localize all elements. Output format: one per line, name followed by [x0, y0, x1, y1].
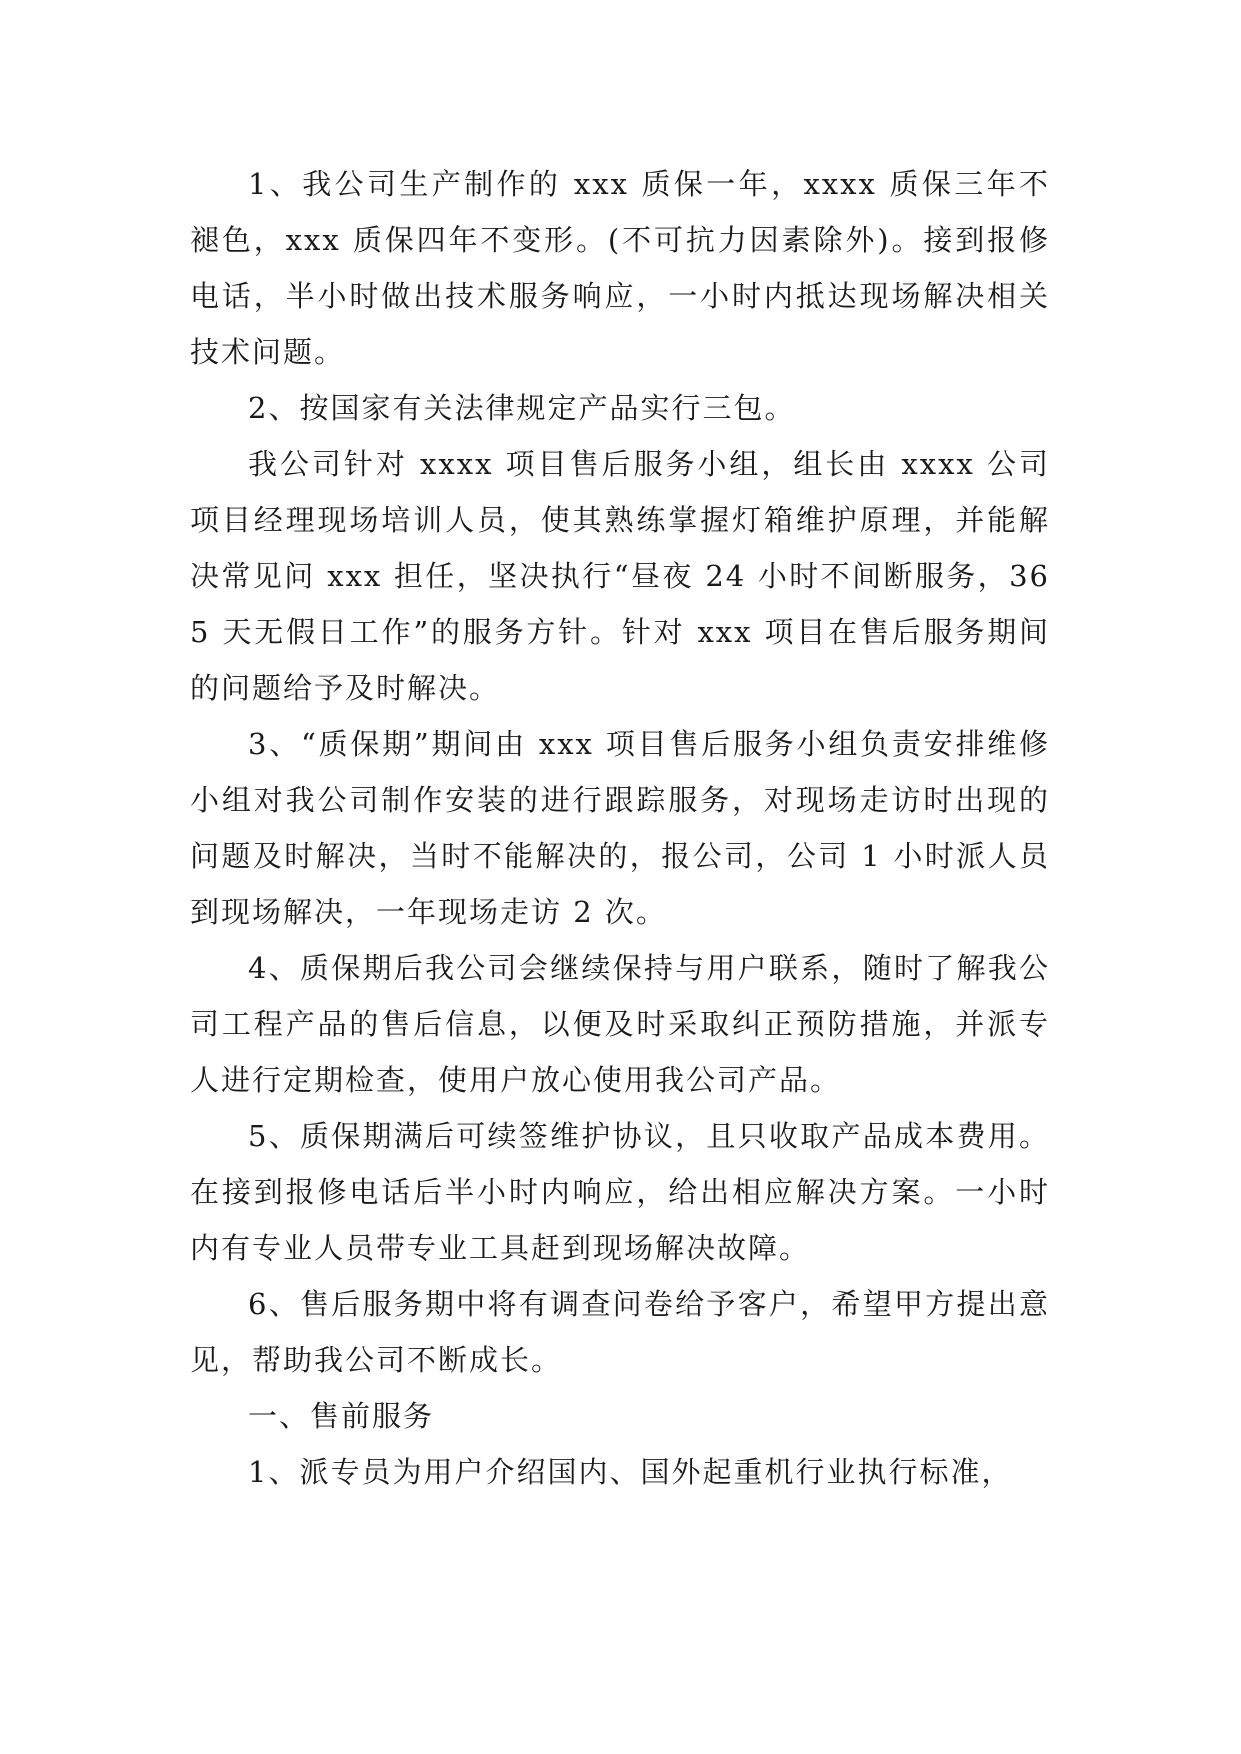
paragraph-three-guarantees: 2、按国家有关法律规定产品实行三包。 — [248, 391, 796, 425]
paragraph-post-warranty-contact: 4、质保期后我公司会继续保持与用户联系，随时了解我公司工程产品的售后信息，以便及时采取纠正预防措施，并派专人进行定期检查，使用户放心使用我公司产品。 — [190, 951, 1050, 1097]
paragraph-warranty-terms: 1、我公司生产制作的 xxx 质保一年，xxxx 质保三年不褪色，xxx 质保四年不变形。(不可抗力因素除外)。接到报修电话，半小时做出技术服务响应，一小时内抵达现场解决相关技术问题。 — [190, 167, 1050, 369]
paragraph-service-team: 我公司针对 xxxx 项目售后服务小组，组长由 xxxx 公司项目经理现场培训人员，使其熟练掌握灯箱维护原理，并能解决常见问 xxx 担任，坚决执行“昼夜 24 小时不间断服务，365 天无假日工作”的服务方针。针对 xxx 项目在售后服务期间的问题给予及时解决。 — [190, 447, 1050, 705]
section-heading-presales: 一、售前服务 — [248, 1399, 435, 1433]
paragraph-warranty-period-service: 3、“质保期”期间由 xxx 项目售后服务小组负责安排维修小组对我公司制作安装的进行跟踪服务，对现场走访时出现的问题及时解决，当时不能解决的，报公司，公司 1 小时派人员到现场解决，一年现场走访 2 次。 — [190, 727, 1050, 929]
paragraph-presales-item-1: 1、派专员为用户介绍国内、国外起重机行业执行标准， — [248, 1455, 1013, 1489]
paragraph-survey: 6、售后服务期中将有调查问卷给予客户，希望甲方提出意见，帮助我公司不断成长。 — [190, 1287, 1050, 1377]
paragraph-maintenance-agreement: 5、质保期满后可续签维护协议，且只收取产品成本费用。在接到报修电话后半小时内响应，给出相应解决方案。一小时内有专业人员带专业工具赶到现场解决故障。 — [190, 1119, 1050, 1265]
document-body — [190, 156, 1050, 1500]
